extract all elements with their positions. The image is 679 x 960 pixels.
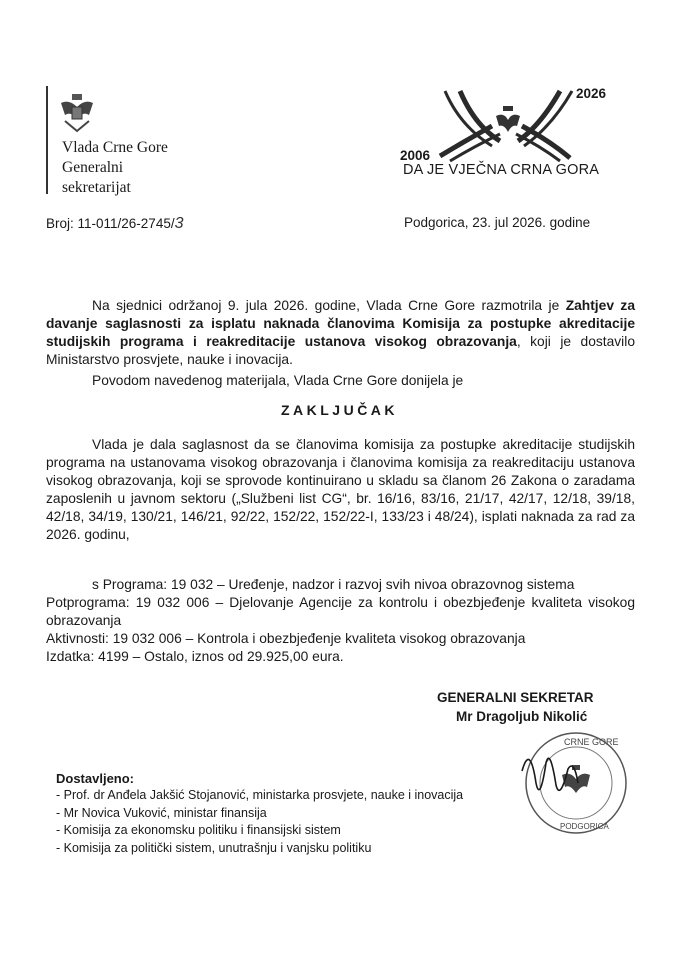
stamp-eagle-icon	[562, 765, 590, 793]
subprogram-line: Potprograma: 19 032 006 – Djelovanje Agencije za kontrolu i obezbjeđenje kvaliteta visokog obrazovanja	[46, 595, 635, 628]
logo-year-start: 2006	[400, 148, 431, 163]
intro-text-b: , koji je dostavilo Ministarstvo prosvjete, nauke i inovacija.	[46, 334, 635, 367]
program-text: s Programa: 19 032 – Uređenje, nadzor i razvoj svih nivoa obrazovnog sistema	[92, 577, 575, 592]
institution-line-1: Vlada Crne Gore	[62, 139, 168, 156]
decision-intro	[46, 372, 635, 390]
activity-line: Aktivnosti: 19 032 006 – Kontrola i obezbjeđenje kvaliteta visokog obrazovanja	[46, 631, 526, 646]
conclusion-paragraph	[46, 436, 635, 544]
institution-line-3: sekretarijat	[62, 179, 131, 196]
logo-year-end: 2026	[576, 86, 607, 101]
conclusion-text: Vlada je dala saglasnost da se članovima komisija za postupke akreditacije studijskih programa na ustanovama visokog obrazovanja i članovima komisija za reakreditaciju ustanova visokog obrazovanja, koji se sprovode kontinuirano u skladu sa članom 26 Zakona o zaradama zaposlenih u javnom sektoru („Službeni list CG“, br. 16/16, 83/16, 21/17, 42/17, 12/18, 39/18, 42/18, 34/19, 130/21, 146/21, 92/22, 152/22, 152/22-I, 133/23 i 48/24), isplati naknada za rad za 2026. godinu,	[46, 437, 635, 542]
request-title: Zahtjev za davanje saglasnosti za isplatu naknada članovima Komisija za postupke akreditacije studijskih programa i reakreditacije ustanova visokog obrazovanja	[46, 298, 635, 349]
reference-number-handwritten: 3	[174, 215, 184, 232]
signatory-title: GENERALNI SEKRETAR	[437, 690, 594, 705]
official-stamp	[516, 723, 636, 843]
signatory-name: Mr Dragoljub Nikolić	[456, 709, 588, 724]
document-title: ZAKLJUČAK	[280, 402, 399, 418]
stamp-text: CRNE GORE	[564, 737, 619, 747]
list-item: - Komisija za politički sistem, unutrašnju i vanjsku politiku	[56, 840, 372, 855]
program-line	[46, 576, 635, 594]
place-and-date: Podgorica, 23. jul 2026. godine	[404, 215, 591, 230]
stamp-city: PODGORICA	[560, 822, 609, 831]
list-item: - Komisija za ekonomsku politiku i finansijski sistem	[56, 823, 341, 837]
institution-line-2: Generalni	[62, 159, 124, 176]
header-divider	[46, 86, 48, 194]
list-item: - Prof. dr Anđela Jakšić Stojanović, ministarka prosvjete, nauke i inovacija	[56, 788, 464, 802]
list-item: - Mr Novica Vuković, ministar finansija	[56, 805, 267, 820]
intro-text-a: Na sjednici održanoj 9. jula 2026. godine, Vlada Crne Gore razmotrila je	[92, 298, 566, 313]
budget-lines	[46, 576, 635, 666]
decision-intro-text: Povodom navedenog materijala, Vlada Crne Gore donijela je	[92, 373, 464, 388]
expense-line: Izdatka: 4199 – Ostalo, iznos od 29.925,00 eura.	[46, 649, 344, 664]
reference-number	[46, 215, 184, 233]
logo-eagle-icon	[496, 106, 520, 132]
intro-paragraph	[46, 297, 635, 369]
distribution-heading: Dostavljeno:	[56, 771, 135, 786]
institution-name	[62, 138, 168, 198]
distribution-list	[56, 787, 463, 857]
coat-of-arms-icon	[57, 93, 97, 133]
logo-slogan: DA JE VJEČNA CRNA GORA	[403, 162, 600, 178]
reference-number-text: Broj: 11-011/26-2745/	[46, 216, 175, 231]
